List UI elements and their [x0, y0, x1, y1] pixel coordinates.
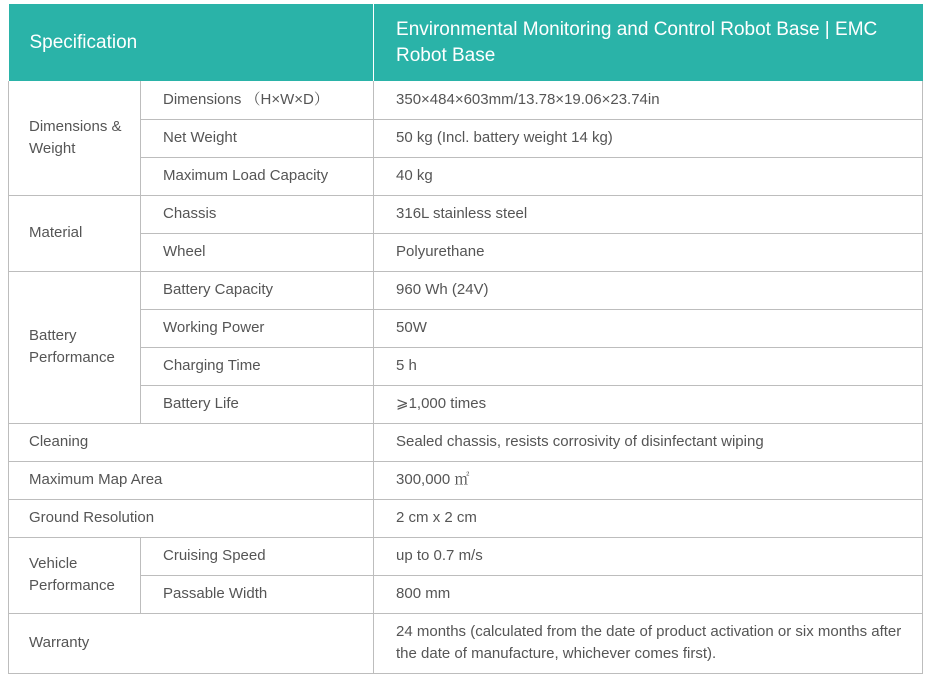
value-passable-width: 800 mm [374, 575, 923, 613]
table-row [9, 271, 923, 309]
label-cleaning: Cleaning [9, 423, 374, 461]
value-ground-resolution: 2 cm x 2 cm [374, 499, 923, 537]
label-battery-life: Battery Life [141, 385, 374, 423]
label-net-weight: Net Weight [141, 119, 374, 157]
table-row [9, 613, 923, 673]
table-row [9, 385, 923, 423]
label-cruising-speed: Cruising Speed [141, 537, 374, 575]
table-row [9, 119, 923, 157]
label-charging-time: Charging Time [141, 347, 374, 385]
label-passable-width: Passable Width [141, 575, 374, 613]
group-vehicle-performance: Vehicle Performance [9, 537, 141, 613]
header-product-name: Environmental Monitoring and Control Robot Base | EMC Robot Base [374, 4, 923, 81]
value-max-map-area: 300,000 ㎡ [374, 461, 923, 499]
value-battery-life: ⩾1,000 times [374, 385, 923, 423]
value-wheel: Polyurethane [374, 233, 923, 271]
label-battery-capacity: Battery Capacity [141, 271, 374, 309]
label-dimensions: Dimensions （H×W×D） [141, 81, 374, 119]
table-row [9, 347, 923, 385]
group-material: Material [9, 195, 141, 271]
value-net-weight: 50 kg (Incl. battery weight 14 kg) [374, 119, 923, 157]
value-working-power: 50W [374, 309, 923, 347]
label-chassis: Chassis [141, 195, 374, 233]
table-row [9, 195, 923, 233]
table-row [9, 81, 923, 119]
group-battery-performance: Battery Performance [9, 271, 141, 423]
value-warranty: 24 months (calculated from the date of product activation or six months after the date of manufacture, whichever comes first). [374, 613, 923, 673]
value-battery-capacity: 960 Wh (24V) [374, 271, 923, 309]
header-specification: Specification [9, 4, 374, 81]
label-working-power: Working Power [141, 309, 374, 347]
table-row [9, 461, 923, 499]
label-ground-resolution: Ground Resolution [9, 499, 374, 537]
value-cleaning: Sealed chassis, resists corrosivity of disinfectant wiping [374, 423, 923, 461]
table-row [9, 537, 923, 575]
table-row [9, 157, 923, 195]
value-max-load: 40 kg [374, 157, 923, 195]
table-row [9, 233, 923, 271]
value-cruising-speed: up to 0.7 m/s [374, 537, 923, 575]
label-wheel: Wheel [141, 233, 374, 271]
label-warranty: Warranty [9, 613, 374, 673]
value-dimensions: 350×484×603mm/13.78×19.06×23.74in [374, 81, 923, 119]
label-max-load: Maximum Load Capacity [141, 157, 374, 195]
value-chassis: 316L stainless steel [374, 195, 923, 233]
specification-table [8, 4, 923, 674]
table-header-row [9, 4, 923, 81]
table-row [9, 309, 923, 347]
table-row [9, 575, 923, 613]
table-row [9, 499, 923, 537]
group-dimensions-weight: Dimensions & Weight [9, 81, 141, 195]
table-row [9, 423, 923, 461]
value-charging-time: 5 h [374, 347, 923, 385]
label-max-map-area: Maximum Map Area [9, 461, 374, 499]
